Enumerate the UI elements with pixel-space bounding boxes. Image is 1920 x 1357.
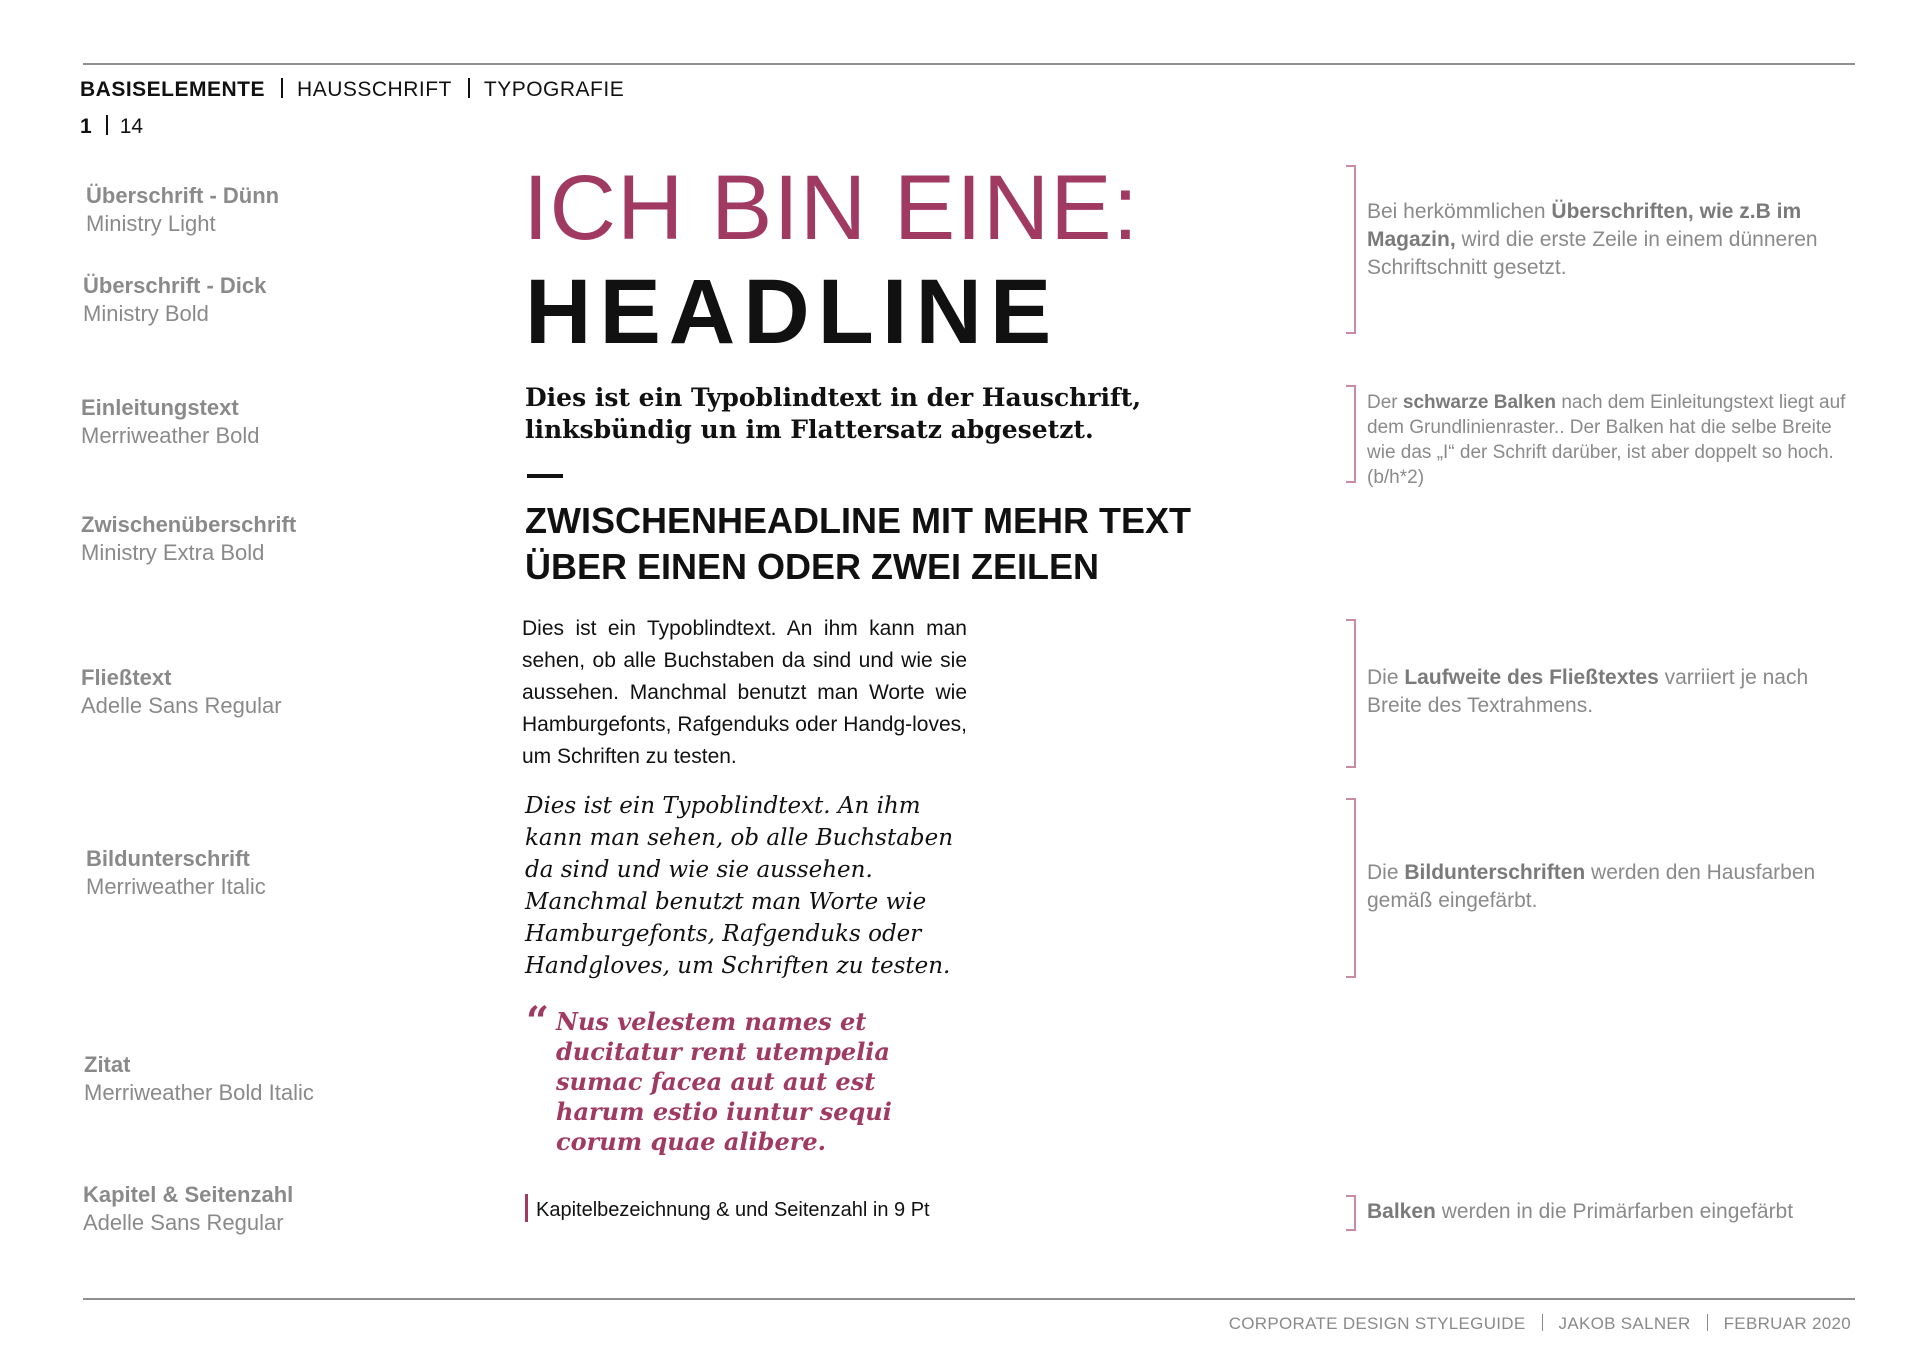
footer-date: FEBRUAR 2020: [1723, 1314, 1851, 1333]
subheadline-line: ZWISCHENHEADLINE MIT MEHR TEXT: [525, 500, 1191, 541]
note-text: varriiert je nach Breite des Textrahmens.: [1367, 666, 1809, 717]
breadcrumb-sub2: TYPOGRAFIE: [483, 78, 625, 101]
breadcrumb-section: BASISELEMENTE: [80, 78, 266, 101]
label-quote: [84, 1051, 314, 1107]
label-font: Ministry Extra Bold: [81, 540, 265, 565]
note-text: werden den Hausfarben gemäß eingefärbt.: [1367, 861, 1816, 912]
note-text: werden in die Primärfarben eingefärbt: [1435, 1200, 1794, 1223]
label-name: Kapitel & Seitenzahl: [83, 1182, 294, 1207]
body-text: Dies ist ein Typoblindtext. An ihm kann man sehen, ob alle Buchstaben da sind und wie sie aussehen. Manchmal benutzt man Worte wie Hamburgefonts, Rafgenduks oder Handg-loves, um Schriften zu testen.: [522, 617, 967, 768]
label-name: Bildunterschrift: [86, 846, 250, 871]
breadcrumb-sub1: HAUSSCHRIFT: [297, 78, 452, 101]
note-emphasis: Laufweite des Fließtextes: [1404, 666, 1659, 689]
intro-bar: [527, 474, 563, 478]
note-emphasis: schwarze Balken: [1402, 392, 1557, 413]
breadcrumb: [80, 78, 624, 102]
subheadline-line: ÜBER EINEN ODER ZWEI ZEILEN: [525, 546, 1100, 587]
note-bracket: [1346, 165, 1356, 334]
label-headline-thin: [86, 182, 279, 238]
label-name: Fließtext: [81, 665, 172, 690]
headline-bold: HEADLINE: [525, 261, 1060, 363]
note-emphasis: Bildunterschriften: [1404, 861, 1586, 884]
label-name: Zwischenüberschrift: [81, 512, 297, 537]
chapter-sample: [525, 1194, 930, 1224]
footer-doc: CORPORATE DESIGN STYLEGUIDE: [1228, 1314, 1526, 1333]
label-caption: [86, 845, 266, 901]
footer-separator: [1707, 1314, 1708, 1331]
note-bracket: [1346, 619, 1356, 768]
note-text: Bei herkömmlichen: [1367, 200, 1552, 223]
note-text: Der: [1367, 392, 1403, 413]
note-bracket: [1346, 385, 1356, 483]
label-font: Merriweather Italic: [86, 874, 266, 899]
note-bracket: [1346, 1195, 1356, 1231]
page-number: [80, 115, 143, 139]
note-text: Die: [1367, 666, 1405, 689]
breadcrumb-separator: [281, 78, 283, 98]
intro-text: Dies ist ein Typoblindtext in der Hauschrift, linksbündig un im Flattersatz abgesetzt.: [525, 383, 1142, 444]
label-font: Merriweather Bold: [81, 423, 260, 448]
quote-mark-icon: “: [526, 998, 550, 1045]
note-body: [1367, 664, 1857, 720]
page-total: 14: [119, 115, 144, 138]
page-current: 1: [80, 115, 92, 138]
note-text: wird die erste Zeile in einem dünneren Schriftschnitt gesetzt.: [1367, 228, 1818, 279]
top-rule: [83, 63, 1855, 65]
label-headline-bold: [83, 272, 266, 328]
chapter-bar: [525, 1194, 528, 1222]
caption-text: Dies ist ein Typoblindtext. An ihm kann man sehen, ob alle Buchstaben da sind und wie sie aussehen. Manchmal benutzt man Worte wie Hamburgefonts, Rafgenduks oder Handgloves, um Schriften zu testen.: [525, 793, 954, 979]
chapter-text: Kapitelbezeichnung & und Seitenzahl in 9 Pt: [536, 1199, 930, 1221]
note-emphasis: Überschriften, wie z.B im Magazin,: [1367, 200, 1802, 251]
note-bar: [1367, 390, 1857, 490]
label-font: Ministry Light: [86, 211, 216, 236]
label-font: Ministry Bold: [83, 301, 209, 326]
quote-text: Nus velestem names et ducitatur rent utempelia sumac facea aut aut est harum estio iuntur sequi corum quae alibere.: [556, 1007, 892, 1156]
label-font: Adelle Sans Regular: [81, 693, 282, 718]
note-chapter: [1367, 1198, 1857, 1226]
label-name: Überschrift - Dünn: [86, 183, 280, 208]
note-bracket: [1346, 798, 1356, 978]
headline-thin: ICH BIN EINE:: [523, 157, 1140, 259]
bottom-rule: [83, 1298, 1855, 1300]
note-emphasis: Balken: [1367, 1200, 1436, 1223]
breadcrumb-separator: [468, 78, 470, 98]
label-name: Einleitungstext: [81, 395, 239, 420]
footer-separator: [1542, 1314, 1543, 1331]
subheadline: [525, 498, 1285, 590]
label-chapter: [83, 1181, 293, 1237]
page-separator: [106, 115, 108, 135]
note-text: nach dem Einleitungstext liegt auf dem Grundlinienraster.. Der Balken hat die selbe Breite wie das „I“ der Schrift darüber, ist aber doppelt so hoch. (b/h*2): [1367, 392, 1846, 488]
label-font: Adelle Sans Regular: [83, 1210, 284, 1235]
label-font: Merriweather Bold Italic: [84, 1080, 314, 1105]
note-caption: [1367, 859, 1857, 915]
footer: [1229, 1314, 1851, 1334]
label-intro: [81, 394, 260, 450]
note-headline: [1367, 198, 1857, 282]
label-body: [81, 664, 282, 720]
note-text: Die: [1367, 861, 1405, 884]
footer-author: JAKOB SALNER: [1558, 1314, 1691, 1333]
label-subhead: [81, 511, 296, 567]
label-name: Zitat: [84, 1052, 131, 1077]
label-name: Überschrift - Dick: [83, 273, 267, 298]
